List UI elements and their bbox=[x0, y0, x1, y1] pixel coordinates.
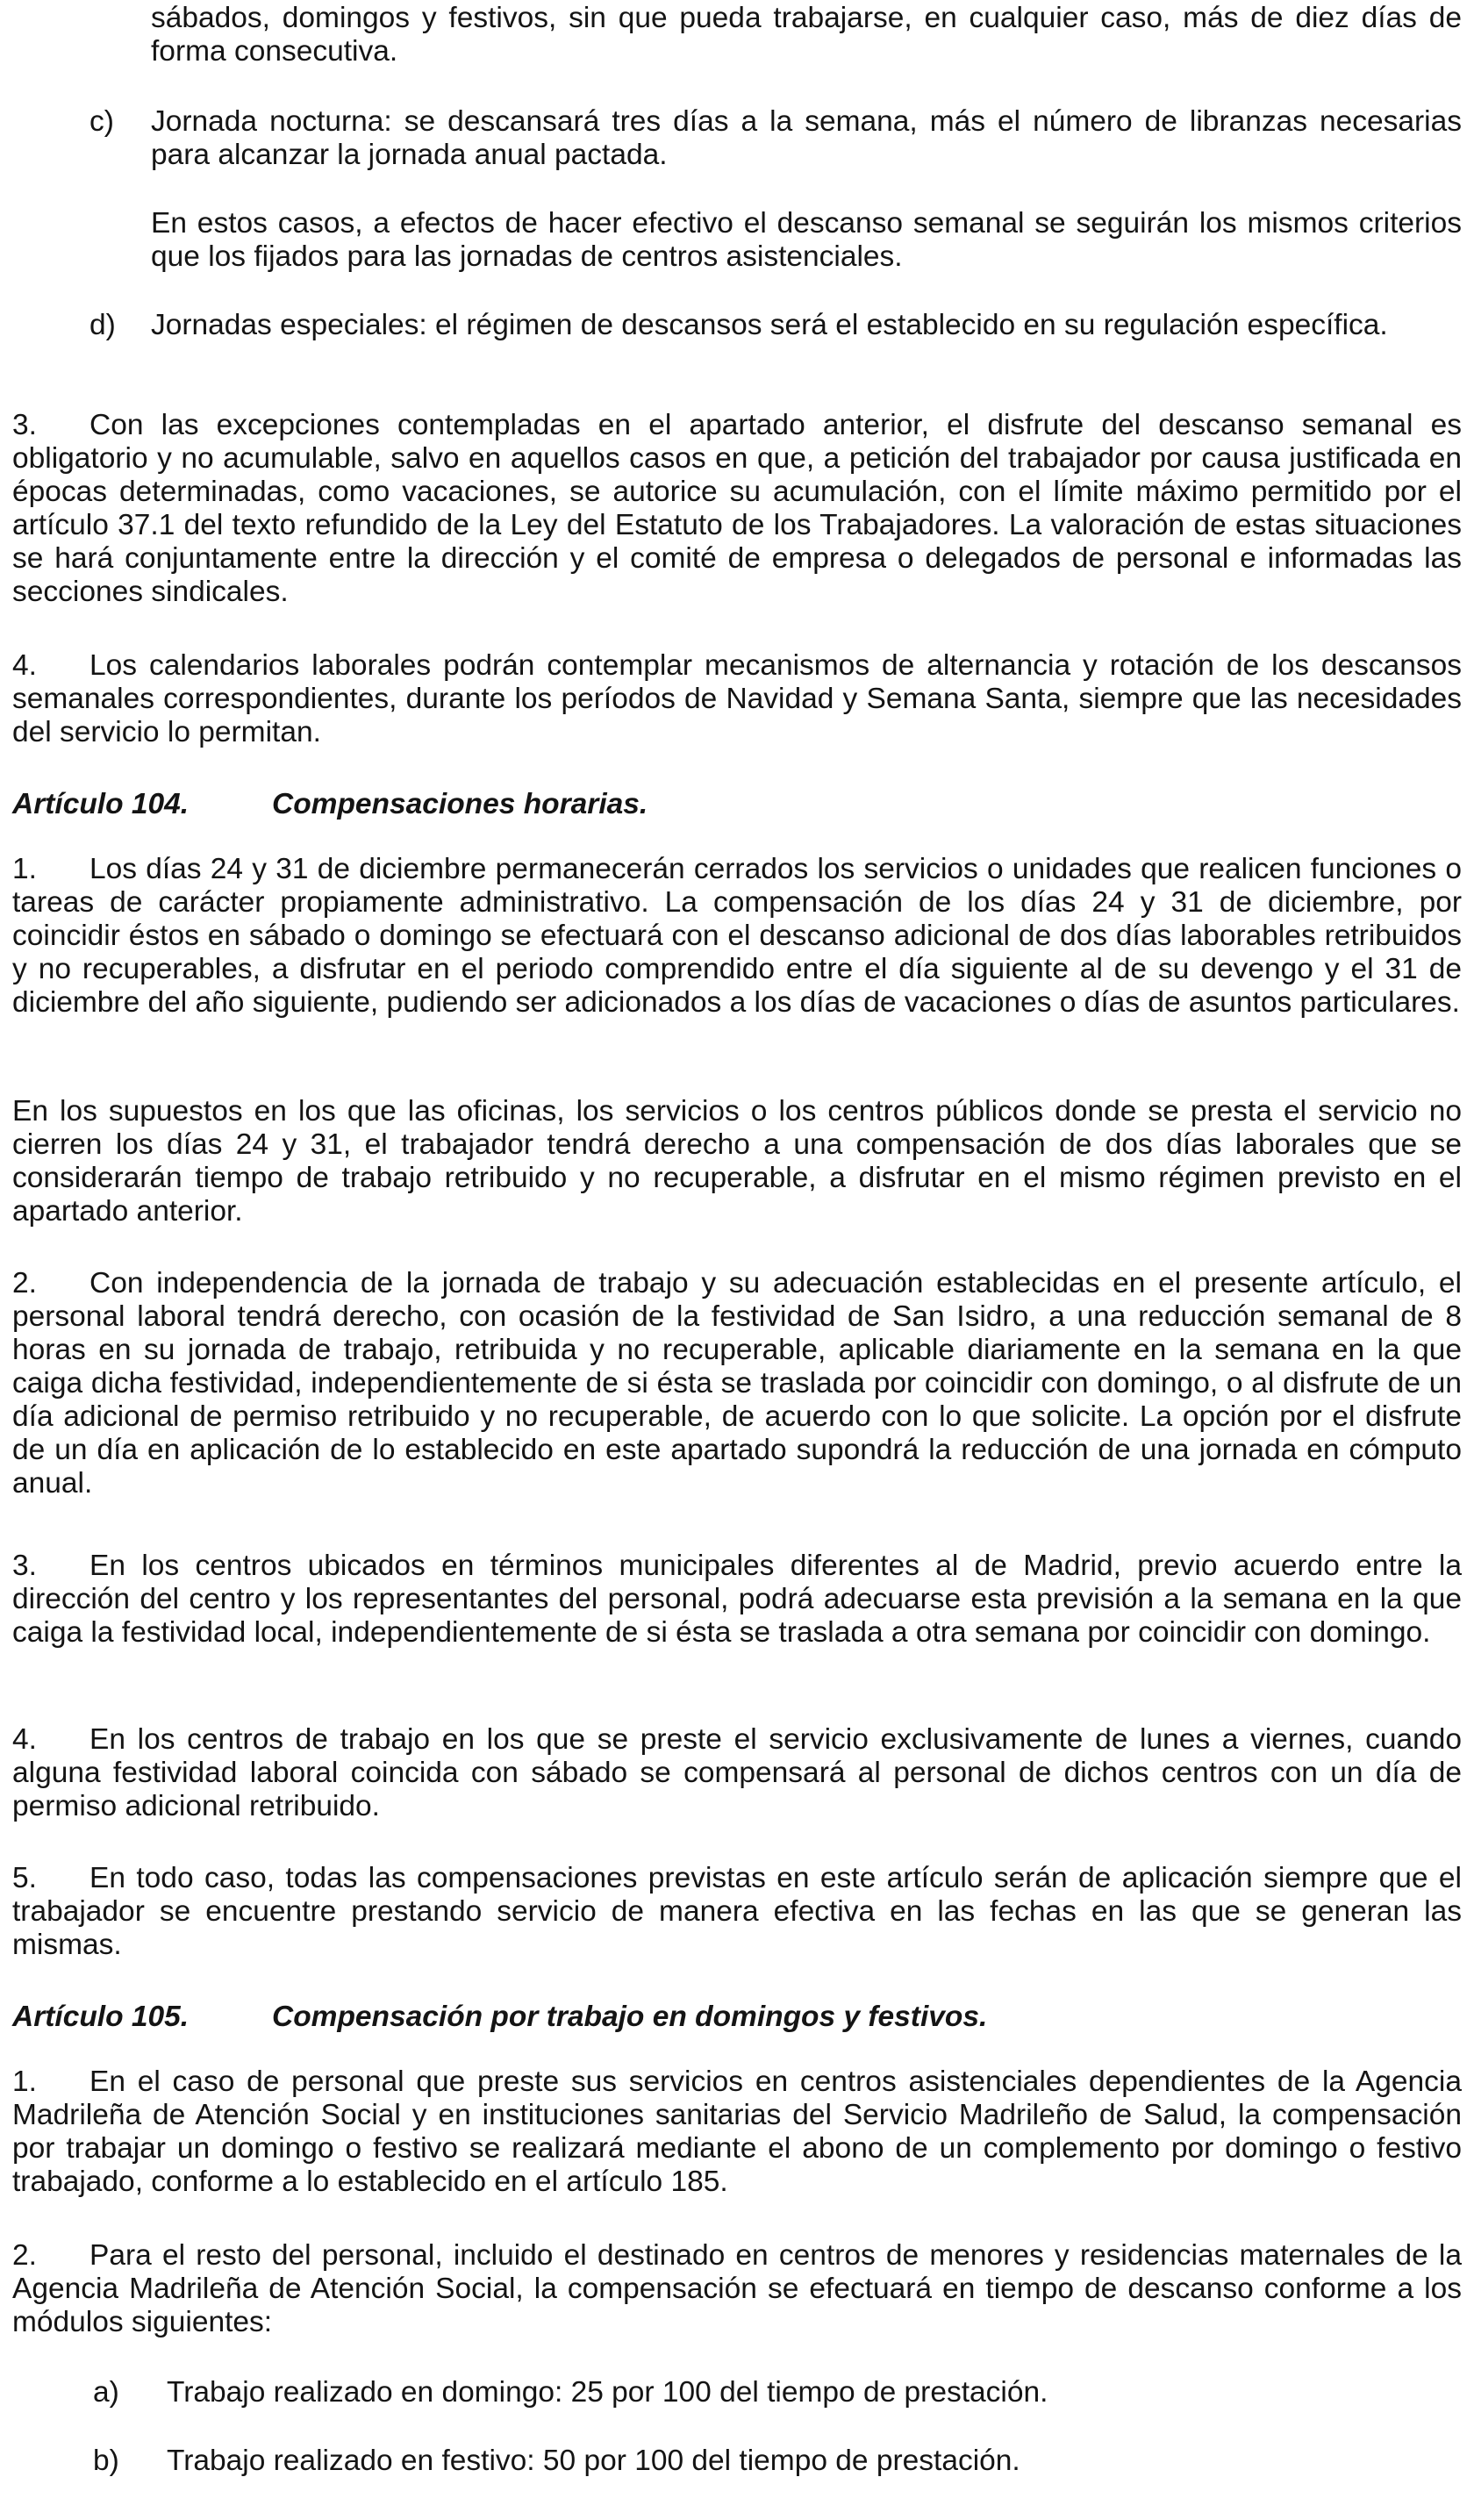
paragraph-4-text: Los calendarios laborales podrán contemplar mecanismos de alternancia y rotación de los descansos semanales correspondientes, durante los períodos de Navidad y Semana Santa, siempre que las necesidades del servicio lo permitan. bbox=[12, 649, 1462, 748]
article-104-paragraph-1-text: Los días 24 y 31 de diciembre permanecerán cerrados los servicios o unidades que realicen funciones o tareas de carácter propiamente administrativo. La compensación de los días 24 y 31 de diciembre, por coincidir éstos en sábado o domingo se efectuará con el descanso adicional de dos días laborables retribuidos y no recuperables, a disfrutar en el periodo comprendido entre el día siguiente al de su devengo y el 31 de diciembre del año siguiente, pudiendo ser adicionados a los días de vacaciones o días de asuntos particulares. bbox=[12, 853, 1462, 1019]
article-104-paragraph-4 bbox=[12, 1723, 1462, 1823]
article-104-paragraph-5-text: En todo caso, todas las compensaciones previstas en este artículo serán de aplicación siempre que el trabajador se encuentre prestando servicio de manera efectiva en las fechas en las que se generan las mismas. bbox=[12, 1862, 1462, 1961]
article-105-paragraph-1-number: 1. bbox=[12, 2065, 37, 2098]
paragraph-4-number: 4. bbox=[12, 649, 37, 682]
article-104-paragraph-4-text: En los centros de trabajo en los que se preste el servicio exclusivamente de lunes a viernes, cuando alguna festividad laboral coincida con sábado se compensará al personal de dichos centros con un día de permiso adicional retribuido. bbox=[12, 1723, 1462, 1822]
article-104-paragraph-2-number: 2. bbox=[12, 1267, 37, 1299]
article-105-number: Artículo 105. bbox=[12, 2001, 190, 2033]
article-105-heading bbox=[12, 2001, 987, 2034]
article-104-paragraph-4-number: 4. bbox=[12, 1723, 37, 1756]
paragraph-3 bbox=[12, 409, 1462, 609]
item-d-label: d) bbox=[89, 309, 116, 341]
article-104-paragraph-5-number: 5. bbox=[12, 1862, 37, 1894]
document-page bbox=[12, 0, 1463, 2520]
item-c-text: Jornada nocturna: se descansará tres días a la semana, más el número de libranzas necesarias para alcanzar la jornada anual pactada. bbox=[151, 105, 1462, 171]
item-c-label: c) bbox=[89, 105, 114, 138]
paragraph-4 bbox=[12, 649, 1462, 749]
paragraph-3-number: 3. bbox=[12, 409, 37, 441]
article-104-paragraph-2 bbox=[12, 1267, 1462, 1500]
article-104-paragraph-1 bbox=[12, 853, 1462, 1020]
article-104-paragraph-3-text: En los centros ubicados en términos municipales diferentes al de Madrid, previo acuerdo entre la dirección del centro y los representantes del personal, podrá adecuarse esta previsión a la semana en la que caiga la festividad local, independientemente de si ésta se traslada a otra semana por coincidir con domingo. bbox=[12, 1550, 1462, 1649]
article-104-paragraph-1-number: 1. bbox=[12, 853, 37, 885]
item-b-text: Trabajo realizado en festivo: 50 por 100 del tiempo de prestación. bbox=[167, 2445, 1020, 2477]
article-105-paragraph-1 bbox=[12, 2065, 1462, 2199]
article-105-paragraph-2-text: Para el resto del personal, incluido el destinado en centros de menores y residencias maternales de la Agencia Madrileña de Atención Social, la compensación se efectuará en tiempo de descanso conforme a los módulos siguientes: bbox=[12, 2239, 1462, 2338]
paragraph-3-text: Con las excepciones contempladas en el apartado anterior, el disfrute del descanso semanal es obligatorio y no acumulable, salvo en aquellos casos en que, a petición del trabajador por causa justificada en épocas determinadas, como vacaciones, se autorice su acumulación, con el límite máximo permitido por el artículo 37.1 del texto refundido de la Ley del Estatuto de los Trabajadores. La valoración de estas situaciones se hará conjuntamente entre la dirección y el comité de empresa o delegados de personal e informadas las secciones sindicales. bbox=[12, 409, 1462, 608]
article-104-heading bbox=[12, 788, 648, 821]
item-d-text: Jornadas especiales: el régimen de descansos será el establecido en su regulación específica. bbox=[151, 309, 1388, 341]
article-104-paragraph-3 bbox=[12, 1550, 1462, 1650]
article-105-paragraph-2 bbox=[12, 2239, 1462, 2339]
article-104-paragraph-5 bbox=[12, 1862, 1462, 1962]
article-104-paragraph-1b: En los supuestos en los que las oficinas, los servicios o los centros públicos donde se presta el servicio no cierren los días 24 y 31, el trabajador tendrá derecho a una compensación de dos días laborales que se considerarán tiempo de trabajo retribuido y no recuperable, a disfrutar en el mismo régimen previsto en el apartado anterior. bbox=[12, 1095, 1462, 1228]
item-a-text: Trabajo realizado en domingo: 25 por 100 del tiempo de prestación. bbox=[167, 2376, 1048, 2409]
article-105-paragraph-1-text: En el caso de personal que preste sus servicios en centros asistenciales dependientes de la Agencia Madrileña de Atención Social y en instituciones sanitarias del Servicio Madrileño de Salud, la compensación por trabajar un domingo o festivo se realizará mediante el abono de un complemento por domingo o festivo trabajado, conforme a lo establecido en el artículo 185. bbox=[12, 2065, 1462, 2198]
article-105-paragraph-2-number: 2. bbox=[12, 2239, 37, 2272]
continued-paragraph: sábados, domingos y festivos, sin que pueda trabajarse, en cualquier caso, más de diez días de forma consecutiva. bbox=[151, 2, 1462, 68]
item-a-label: a) bbox=[93, 2376, 119, 2409]
item-c-note: En estos casos, a efectos de hacer efectivo el descanso semanal se seguirán los mismos criterios que los fijados para las jornadas de centros asistenciales. bbox=[151, 207, 1462, 273]
item-b-label: b) bbox=[93, 2445, 119, 2477]
article-104-number: Artículo 104. bbox=[12, 788, 190, 820]
article-104-title: Compensaciones horarias. bbox=[272, 788, 648, 820]
article-105-title: Compensación por trabajo en domingos y festivos. bbox=[272, 2001, 988, 2033]
article-104-paragraph-3-number: 3. bbox=[12, 1550, 37, 1582]
article-104-paragraph-2-text: Con independencia de la jornada de trabajo y su adecuación establecidas en el presente artículo, el personal laboral tendrá derecho, con ocasión de la festividad de San Isidro, a una reducción semanal de 8 horas en su jornada de trabajo, retribuida y no recuperable, aplicable diariamente en la semana en la que caiga dicha festividad, independientemente de si ésta se traslada por coincidir con domingo, o al disfrute de un día adicional de permiso retribuido y no recuperable, de acuerdo con lo que solicite. La opción por el disfrute de un día en aplicación de lo establecido en este apartado supondrá la reducción de una jornada en cómputo anual. bbox=[12, 1267, 1462, 1500]
